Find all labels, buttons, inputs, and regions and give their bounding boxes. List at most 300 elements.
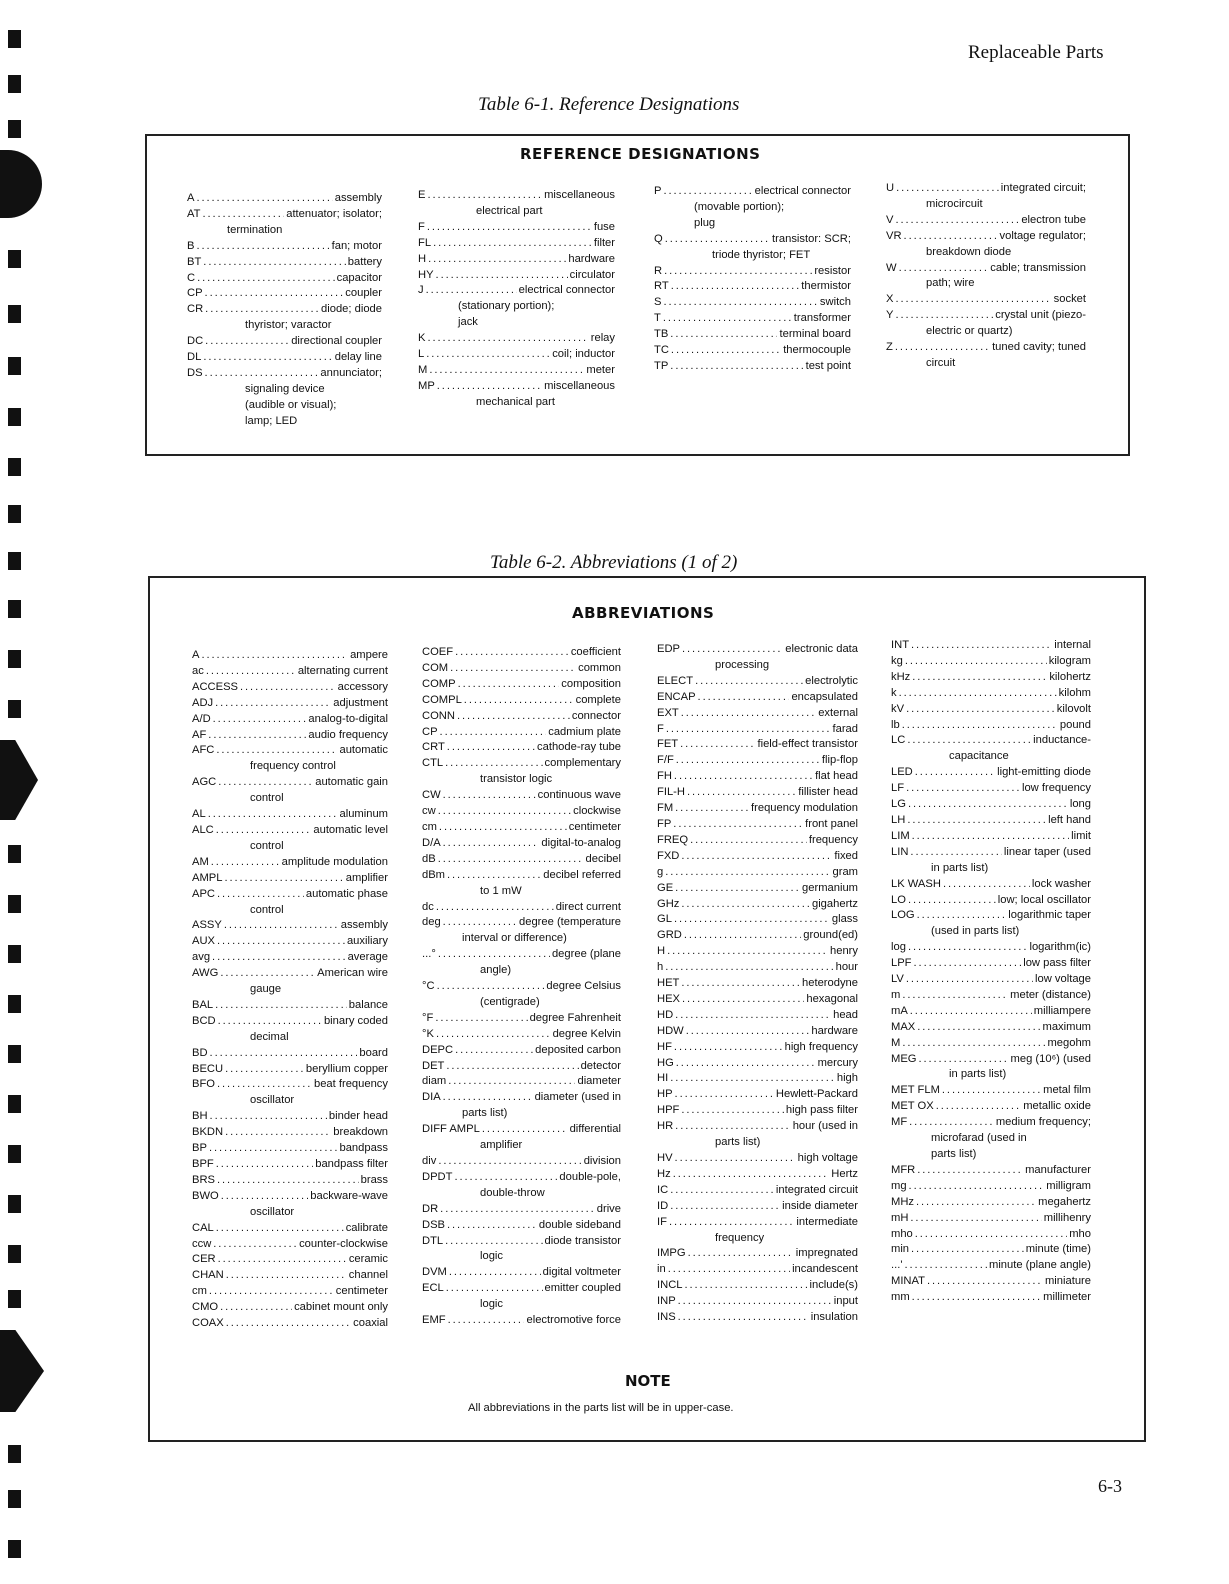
abbreviation-entry	[891, 972, 1091, 988]
definition-continuation: (used in parts list)	[931, 925, 1020, 938]
abbreviation-definition: kilovolt	[1056, 702, 1091, 715]
abbreviation-definition: integrated circuit;	[1000, 182, 1086, 194]
abbreviation-definition: incandescent	[792, 1263, 858, 1276]
binder-hole	[8, 600, 21, 618]
abbreviation-code: U	[886, 182, 895, 194]
leader-dots	[428, 252, 566, 268]
abbreviation-definition: low pass filter	[1023, 957, 1091, 970]
leader-dots	[909, 1115, 994, 1131]
definition-continuation: to 1 mW	[480, 884, 522, 897]
leader-dots	[210, 1046, 358, 1062]
leader-dots	[448, 1074, 575, 1090]
definition-continuation: control	[250, 903, 284, 916]
abbreviation-entry	[422, 645, 621, 661]
leader-dots	[446, 1281, 543, 1297]
leader-dots	[914, 956, 1022, 972]
leader-dots	[443, 1090, 533, 1106]
leader-dots	[670, 1071, 835, 1087]
leader-dots	[681, 849, 832, 865]
definition-continuation: parts list)	[931, 1148, 977, 1160]
abbreviation-entry	[192, 1252, 388, 1268]
abbreviation-entry	[422, 740, 621, 756]
binder-hole	[8, 1445, 21, 1463]
abbreviation-definition: annunciator;	[320, 366, 382, 379]
leader-dots	[687, 785, 796, 801]
leader-dots	[911, 1242, 1024, 1258]
leader-dots	[224, 918, 339, 934]
abbreviation-definition: high voltage	[797, 1152, 858, 1164]
abbreviation-code: MAX	[891, 1020, 916, 1033]
abbreviation-definition: beat frequency	[313, 1078, 388, 1091]
abbreviation-entry	[187, 191, 382, 207]
abbreviation-code: DIA	[422, 1091, 441, 1104]
abbreviation-code: dc	[422, 900, 434, 913]
abbreviation-definition: maximum	[1042, 1020, 1091, 1033]
abbreviation-definition: switch	[819, 296, 851, 309]
abbreviation-code: kV	[891, 702, 905, 715]
abbreviation-definition: flip-flop	[821, 754, 858, 767]
abbreviation-definition: differential	[569, 1123, 621, 1136]
abbreviation-code: avg	[192, 951, 211, 964]
abbreviation-code: ASSY	[192, 919, 222, 932]
abbreviation-entry	[657, 849, 858, 865]
abbreviation-code: EXT	[657, 706, 679, 719]
definition-continuation: capacitance	[949, 750, 1009, 763]
abbreviation-entry	[657, 865, 858, 881]
leader-dots	[678, 1310, 809, 1326]
abbreviation-entry	[657, 833, 858, 849]
abbreviation-entry	[422, 1170, 621, 1186]
leader-dots	[203, 350, 332, 366]
abbreviation-definition: input	[833, 1295, 858, 1308]
table1-column	[418, 188, 615, 411]
abbreviation-entry	[422, 1313, 621, 1329]
leader-dots	[217, 934, 345, 950]
abbreviation-code: CP	[422, 725, 438, 738]
abbreviation-entry	[657, 960, 858, 976]
abbreviation-entry	[422, 1122, 621, 1138]
abbreviation-definition: relay	[590, 332, 615, 345]
abbreviation-entry	[192, 1014, 388, 1030]
abbreviation-code: X	[886, 293, 894, 306]
abbreviation-definition: coaxial	[353, 1317, 388, 1330]
abbreviation-code: S	[654, 296, 662, 309]
abbreviation-code: AL	[192, 808, 206, 821]
abbreviation-definition: bandpass filter	[315, 1158, 388, 1170]
abbreviation-definition: miniature	[1044, 1275, 1091, 1288]
abbreviation-code: BD	[192, 1046, 208, 1059]
definition-continuation: plug	[694, 216, 716, 229]
definition-continuation: lamp; LED	[245, 414, 298, 427]
leader-dots	[205, 302, 319, 318]
definition-continuation: electrical part	[476, 204, 543, 217]
abbreviation-code: HY	[418, 268, 434, 281]
binder-hole	[8, 408, 21, 426]
abbreviation-entry	[422, 900, 621, 916]
leader-dots	[915, 1227, 1067, 1243]
definition-continuation: in parts list)	[931, 861, 989, 874]
abbreviation-entry	[891, 702, 1091, 718]
leader-dots	[196, 191, 332, 207]
leader-dots	[226, 1268, 347, 1284]
abbreviation-code: IC	[657, 1183, 669, 1196]
binder-hole	[8, 1245, 21, 1263]
abbreviation-code: AGC	[192, 776, 217, 789]
abbreviation-code: LC	[891, 734, 906, 747]
abbreviation-code: mg	[891, 1179, 907, 1192]
abbreviation-code: FET	[657, 738, 679, 751]
abbreviation-code: dB	[422, 852, 436, 865]
leader-dots	[213, 1237, 297, 1253]
abbreviation-code: HDW	[657, 1024, 684, 1037]
abbreviation-code: HI	[657, 1072, 669, 1085]
abbreviation-code: AF	[192, 728, 207, 741]
abbreviation-code: FXD	[657, 849, 680, 862]
abbreviation-definition: gigahertz	[811, 897, 858, 910]
abbreviation-definition: digital voltmeter	[542, 1266, 621, 1279]
abbreviation-code: CMO	[192, 1301, 219, 1314]
leader-dots	[906, 702, 1055, 718]
binder-hole	[8, 552, 21, 570]
abbreviation-code: ACCESS	[192, 680, 239, 693]
abbreviation-code: Hz	[657, 1167, 671, 1180]
abbreviation-code: m	[891, 988, 901, 1001]
leader-dots	[445, 1234, 542, 1250]
abbreviation-code: BWO	[192, 1189, 219, 1202]
abbreviation-definition: degree Fahrenheit	[529, 1011, 621, 1024]
leader-dots	[915, 765, 995, 781]
leader-dots	[895, 340, 990, 356]
abbreviation-definition: insulation	[810, 1311, 858, 1324]
abbreviation-entry	[657, 944, 858, 960]
abbreviation-definition: breakdown	[333, 1126, 388, 1139]
abbreviation-definition: counter-clockwise	[299, 1237, 388, 1250]
abbreviation-code: dBm	[422, 868, 446, 881]
leader-dots	[224, 871, 343, 887]
leader-dots	[686, 1024, 810, 1040]
abbreviation-entry	[657, 817, 858, 833]
abbreviation-entry	[192, 1268, 388, 1284]
definition-continuation: breakdown diode	[926, 245, 1012, 258]
definition-continuation: triode thyristor; FET	[712, 248, 811, 261]
leader-dots	[675, 1087, 774, 1103]
table1-column	[187, 191, 382, 430]
abbreviation-entry	[187, 286, 382, 302]
abbreviation-entry	[891, 797, 1091, 813]
abbreviation-definition: germanium	[802, 881, 858, 894]
abbreviation-definition: hardware	[811, 1024, 858, 1037]
definition-continuation: (stationary portion);	[458, 300, 555, 313]
abbreviation-code: LO	[891, 893, 906, 906]
table2-column	[657, 642, 858, 1326]
abbreviation-definition: automatic	[339, 744, 388, 757]
definition-continuation: transistor logic	[480, 773, 553, 786]
abbreviation-code: HG	[657, 1056, 674, 1069]
abbreviation-entry	[192, 1316, 388, 1332]
abbreviation-definition: analog-to-digital	[308, 712, 388, 725]
leader-dots	[449, 1265, 541, 1281]
abbreviation-entry	[422, 1265, 621, 1281]
abbreviation-code: GL	[657, 913, 672, 926]
table1-column	[654, 184, 851, 375]
abbreviation-entry	[891, 686, 1091, 702]
abbreviation-definition: intermediate	[796, 1215, 858, 1228]
abbreviation-entry	[657, 1056, 858, 1072]
abbreviation-entry	[192, 950, 388, 966]
abbreviation-code: CHAN	[192, 1269, 224, 1282]
abbreviation-entry	[192, 1237, 388, 1253]
abbreviation-definition: connector	[571, 709, 621, 722]
abbreviation-entry	[192, 696, 388, 712]
abbreviation-code: J	[418, 284, 424, 297]
abbreviation-entry	[891, 1274, 1091, 1290]
abbreviation-entry	[657, 737, 858, 753]
abbreviation-definition: hardware	[568, 252, 615, 265]
abbreviation-entry	[657, 1008, 858, 1024]
leader-dots	[438, 947, 550, 963]
abbreviation-entry	[891, 877, 1091, 893]
abbreviation-definition: Hewlett-Packard	[775, 1088, 858, 1101]
abbreviation-entry	[891, 1020, 1091, 1036]
section-header: Replaceable Parts	[968, 42, 1104, 63]
leader-dots	[681, 897, 810, 913]
abbreviation-code: TP	[654, 359, 669, 372]
leader-dots	[680, 737, 755, 753]
abbreviation-code: M	[891, 1036, 901, 1049]
leader-dots	[220, 1300, 292, 1316]
binder-hole	[8, 1045, 21, 1063]
abbreviation-definition: head	[833, 1008, 858, 1021]
abbreviation-code: BAL	[192, 998, 214, 1011]
leader-dots	[205, 334, 289, 350]
abbreviation-definition: minute (plane angle)	[989, 1259, 1091, 1272]
abbreviation-code: HP	[657, 1088, 673, 1101]
definition-continuation: microcircuit	[926, 197, 983, 210]
leader-dots	[917, 1163, 1023, 1179]
binder-hole	[8, 305, 21, 323]
binder-hole	[8, 30, 21, 48]
leader-dots	[443, 788, 536, 804]
definition-continuation: mechanical part	[476, 395, 555, 408]
abbreviation-entry	[657, 753, 858, 769]
abbreviation-code: BH	[192, 1110, 208, 1123]
binder-hole	[8, 1145, 21, 1163]
leader-dots	[427, 331, 588, 347]
leader-dots	[209, 1284, 334, 1300]
abbreviation-entry	[418, 252, 615, 268]
binder-hole	[8, 650, 21, 668]
abbreviation-code: TC	[654, 344, 669, 357]
abbreviation-entry	[657, 642, 858, 658]
abbreviation-definition: decibel	[585, 852, 621, 865]
abbreviation-definition: bandpass	[339, 1142, 388, 1155]
abbreviation-definition: circulator	[569, 268, 615, 281]
abbreviation-code: FREQ	[657, 833, 689, 846]
leader-dots	[217, 887, 304, 903]
abbreviation-code: MET FLM	[891, 1084, 940, 1097]
abbreviation-code: RT	[654, 280, 669, 293]
leader-dots	[910, 1211, 1041, 1227]
abbreviation-entry	[422, 1202, 621, 1218]
leader-dots	[217, 1173, 359, 1189]
binder-ring	[0, 740, 38, 820]
abbreviation-definition: amplitude modulation	[281, 855, 388, 868]
abbreviation-definition: accessory	[337, 680, 388, 693]
abbreviation-code: F	[657, 722, 664, 735]
leader-dots	[447, 868, 541, 884]
note-title: NOTE	[625, 1372, 671, 1390]
definition-continuation: frequency control	[250, 760, 336, 773]
leader-dots	[447, 740, 535, 756]
abbreviation-definition: megahertz	[1038, 1195, 1091, 1208]
abbreviation-definition: encapsulated	[791, 690, 858, 703]
abbreviation-entry	[422, 1090, 621, 1106]
abbreviation-code: TB	[654, 328, 669, 341]
table1-column	[886, 181, 1086, 372]
abbreviation-entry	[422, 1043, 621, 1059]
abbreviation-definition: electronic data	[785, 643, 858, 655]
binder-hole	[8, 505, 21, 523]
abbreviation-definition: millimeter	[1043, 1291, 1091, 1304]
table1-caption: Table 6-1. Reference Designations	[478, 94, 740, 115]
abbreviation-entry	[192, 728, 388, 744]
leader-dots	[904, 229, 998, 245]
abbreviation-definition: binary coded	[323, 1014, 388, 1027]
abbreviation-definition: terminal board	[779, 328, 851, 341]
abbreviation-definition: coefficient	[570, 646, 621, 658]
leader-dots	[455, 1043, 533, 1059]
leader-dots	[666, 722, 831, 738]
abbreviation-entry	[891, 781, 1091, 797]
abbreviation-entry	[192, 1284, 388, 1300]
abbreviation-definition: external	[818, 706, 858, 719]
abbreviation-definition: medium frequency;	[995, 1116, 1091, 1129]
abbreviation-definition: mho	[1069, 1227, 1091, 1240]
definition-continuation: thyristor; varactor	[245, 319, 332, 332]
abbreviation-code: ALC	[192, 823, 214, 836]
abbreviation-code: °F	[422, 1011, 434, 1024]
abbreviation-definition: resistor	[814, 264, 851, 277]
abbreviation-definition: attenuator; isolator;	[286, 207, 382, 220]
abbreviation-definition: logarithmic taper	[1008, 909, 1091, 922]
leader-dots	[202, 207, 284, 223]
definition-continuation: path; wire	[926, 277, 975, 290]
abbreviation-entry	[891, 1258, 1091, 1274]
leader-dots	[906, 781, 1020, 797]
abbreviation-code: GE	[657, 881, 674, 894]
abbreviation-entry	[192, 1221, 388, 1237]
abbreviation-entry	[657, 1071, 858, 1087]
abbreviation-definition: long	[1069, 798, 1091, 811]
abbreviation-definition: calibrate	[345, 1221, 388, 1234]
abbreviation-code: A	[192, 649, 200, 661]
abbreviation-definition: voltage regulator;	[999, 229, 1086, 242]
leader-dots	[427, 188, 542, 204]
abbreviation-code: Q	[654, 232, 663, 245]
abbreviation-code: D/A	[422, 836, 441, 849]
leader-dots	[454, 1170, 557, 1186]
leader-dots	[676, 753, 820, 769]
leader-dots	[895, 292, 1051, 308]
leader-dots	[907, 733, 1031, 749]
abbreviation-entry	[418, 283, 615, 299]
leader-dots	[209, 1141, 338, 1157]
abbreviation-entry	[891, 813, 1091, 829]
abbreviation-definition: fillister head	[798, 786, 858, 799]
definition-continuation: logic	[480, 1250, 504, 1263]
abbreviation-entry	[891, 1211, 1091, 1227]
abbreviation-code: LPF	[891, 957, 912, 970]
definition-continuation: jack	[458, 316, 478, 329]
abbreviation-entry	[422, 1281, 621, 1297]
abbreviation-entry	[422, 868, 621, 884]
abbreviation-code: EMF	[422, 1314, 446, 1327]
abbreviation-code: °K	[422, 1027, 434, 1040]
abbreviation-definition: alternating current	[297, 664, 388, 677]
leader-dots	[211, 855, 280, 871]
abbreviation-entry	[187, 207, 382, 223]
abbreviation-entry	[886, 229, 1086, 245]
leader-dots	[675, 801, 749, 817]
abbreviation-entry	[886, 213, 1086, 229]
leader-dots	[215, 696, 331, 712]
leader-dots	[684, 928, 801, 944]
abbreviation-code: HF	[657, 1040, 672, 1053]
abbreviation-definition: ground(ed)	[803, 929, 858, 942]
abbreviation-definition: assembly	[340, 919, 388, 932]
abbreviation-entry	[418, 347, 615, 363]
abbreviation-code: deg	[422, 916, 441, 929]
abbreviation-entry	[654, 279, 851, 295]
leader-dots	[682, 992, 804, 1008]
leader-dots	[203, 255, 346, 271]
abbreviation-entry	[192, 1046, 388, 1062]
abbreviation-code: FM	[657, 802, 674, 815]
abbreviation-code: Z	[886, 341, 893, 354]
abbreviation-definition: diameter	[577, 1075, 621, 1088]
definition-continuation: in parts list)	[949, 1068, 1007, 1081]
abbreviation-code: cm	[422, 820, 437, 833]
abbreviation-definition: light-emitting diode	[997, 766, 1091, 779]
leader-dots	[910, 1004, 1032, 1020]
abbreviation-code: AM	[192, 855, 209, 868]
leader-dots	[433, 236, 592, 252]
binder-hole	[8, 895, 21, 913]
abbreviation-definition: henry	[830, 945, 858, 958]
leader-dots	[906, 972, 1033, 988]
abbreviation-entry	[657, 769, 858, 785]
abbreviation-definition: impregnated	[795, 1247, 858, 1260]
leader-dots	[916, 1195, 1036, 1211]
abbreviation-code: AWG	[192, 967, 219, 980]
definition-continuation: logic	[480, 1298, 504, 1311]
abbreviation-entry	[422, 852, 621, 868]
abbreviation-definition: binder head	[328, 1110, 388, 1123]
abbreviation-code: MINAT	[891, 1275, 925, 1288]
abbreviation-definition: flat head	[815, 770, 858, 783]
abbreviation-code: ELECT	[657, 674, 694, 687]
abbreviation-entry	[657, 1103, 858, 1119]
abbreviation-definition: complete	[575, 693, 621, 706]
abbreviation-definition: deposited carbon	[535, 1043, 621, 1056]
leader-dots	[695, 674, 803, 690]
binder-hole	[8, 120, 21, 138]
leader-dots	[668, 1262, 790, 1278]
abbreviation-entry	[418, 331, 615, 347]
abbreviation-entry	[657, 1310, 858, 1326]
leader-dots	[942, 1083, 1041, 1099]
abbreviation-code: FP	[657, 817, 672, 830]
